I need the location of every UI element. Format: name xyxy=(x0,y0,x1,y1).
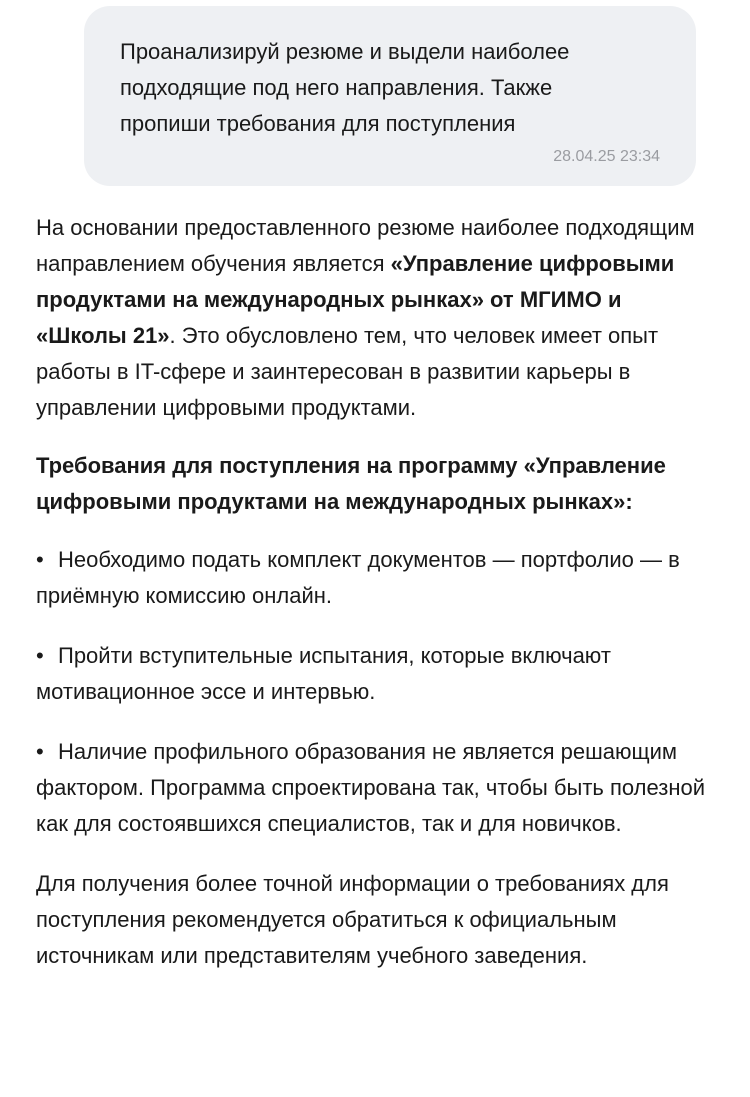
assistant-answer xyxy=(36,210,708,974)
message-timestamp: 28.04.25 23:34 xyxy=(553,148,660,165)
bullet-icon: • xyxy=(36,643,44,668)
requirements-list xyxy=(36,542,708,842)
requirement-text: Необходимо подать комплект документов — портфолио — в приёмную комиссию онлайн. xyxy=(36,547,680,608)
requirement-text: Пройти вступительные испытания, которые включают мотивационное эссе и интервью. xyxy=(36,643,611,704)
answer-intro-start: На основании предоставленного резюме наиболее подходящим направлением обучения является xyxy=(36,215,695,276)
answer-intro-end: . Это обусловлено тем, что человек имеет опыт работы в IT-сфере и заинтересован в развитии карьеры в управлении цифровыми продуктами. xyxy=(36,323,659,420)
list-item xyxy=(36,734,708,842)
bullet-icon: • xyxy=(36,739,44,764)
list-item xyxy=(36,542,708,614)
requirement-text: Наличие профильного образования не является решающим фактором. Программа спроектирована так, чтобы быть полезной как для состоявшихся специалистов, так и для новичков. xyxy=(36,739,706,836)
program-name-bold: «Управление цифровыми продуктами на международных рынках» от МГИМО и «Школы 21» xyxy=(36,251,675,348)
answer-intro xyxy=(36,210,708,426)
list-item xyxy=(36,638,708,710)
user-message-bubble xyxy=(84,6,696,186)
bullet-icon: • xyxy=(36,547,44,572)
requirements-heading: Требования для поступления на программу «Управление цифровыми продуктами на международных рынках»: xyxy=(36,453,666,514)
user-message-text: Проанализируй резюме и выдели наиболее подходящие под него направления. Также пропиши требования для поступления xyxy=(120,39,570,136)
answer-outro: Для получения более точной информации о требованиях для поступления рекомендуется обратиться к официальным источникам или представителям учебного заведения. xyxy=(36,871,669,968)
